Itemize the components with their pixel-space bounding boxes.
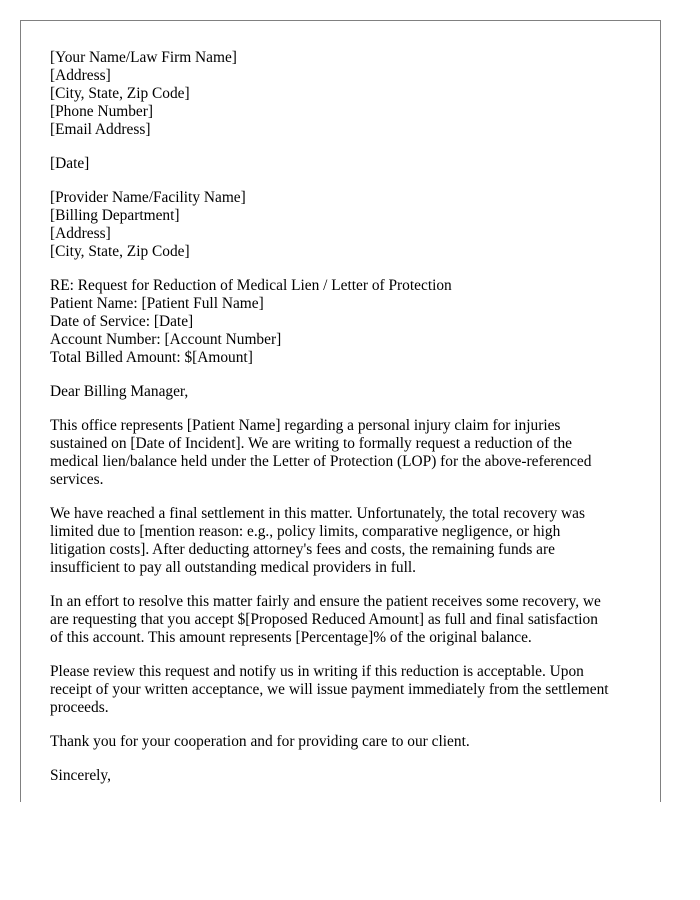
body-paragraph xyxy=(50,417,635,489)
closing-block xyxy=(50,767,635,785)
reference-block xyxy=(50,277,635,367)
paragraph-line: We have reached a final settlement in this matter. Unfortunately, the total recovery was xyxy=(50,505,585,522)
paragraph-line: Thank you for your cooperation and for providing care to our client. xyxy=(50,733,470,750)
salutation-block xyxy=(50,383,635,401)
sender-address: [Address] xyxy=(50,67,111,84)
recipient-block xyxy=(50,189,635,261)
reference-account: Account Number: [Account Number] xyxy=(50,331,282,348)
recipient-address: [Address] xyxy=(50,225,111,242)
paragraph-line: services. xyxy=(50,471,104,488)
date-block xyxy=(50,155,635,173)
paragraph-line: limited due to [mention reason: e.g., policy limits, comparative negligence, or high xyxy=(50,523,561,540)
reference-subject: RE: Request for Reduction of Medical Lien / Letter of Protection xyxy=(50,277,452,294)
letter-page xyxy=(20,20,661,802)
sender-phone: [Phone Number] xyxy=(50,103,154,120)
paragraph-line: are requesting that you accept $[Proposed Reduced Amount] as full and final satisfaction xyxy=(50,611,598,628)
reference-total: Total Billed Amount: $[Amount] xyxy=(50,349,253,366)
paragraph-line: This office represents [Patient Name] regarding a personal injury claim for injuries xyxy=(50,417,561,434)
body-paragraph xyxy=(50,663,635,717)
paragraph-line: insufficient to pay all outstanding medical providers in full. xyxy=(50,559,417,576)
paragraph-line: proceeds. xyxy=(50,699,109,716)
paragraph-line: of this account. This amount represents [Percentage]% of the original balance. xyxy=(50,629,532,646)
salutation: Dear Billing Manager, xyxy=(50,383,189,400)
body-paragraph xyxy=(50,593,635,647)
letter-body xyxy=(50,417,635,751)
sender-block xyxy=(50,49,635,139)
paragraph-line: litigation costs]. After deducting attorney's fees and costs, the remaining funds are xyxy=(50,541,555,558)
letter-content xyxy=(50,49,635,801)
reference-patient: Patient Name: [Patient Full Name] xyxy=(50,295,264,312)
letter-date: [Date] xyxy=(50,155,90,172)
paragraph-line: sustained on [Date of Incident]. We are writing to formally request a reduction of the xyxy=(50,435,573,452)
closing: Sincerely, xyxy=(50,767,111,784)
paragraph-line: medical lien/balance held under the Letter of Protection (LOP) for the above-referenced xyxy=(50,453,592,470)
sender-email: [Email Address] xyxy=(50,121,151,138)
recipient-name: [Provider Name/Facility Name] xyxy=(50,189,246,206)
paragraph-line: In an effort to resolve this matter fairly and ensure the patient receives some recovery, we xyxy=(50,593,601,610)
sender-name: [Your Name/Law Firm Name] xyxy=(50,49,237,66)
paragraph-line: receipt of your written acceptance, we will issue payment immediately from the settlement xyxy=(50,681,609,698)
reference-date-of-service: Date of Service: [Date] xyxy=(50,313,194,330)
sender-city-state-zip: [City, State, Zip Code] xyxy=(50,85,190,102)
recipient-city-state-zip: [City, State, Zip Code] xyxy=(50,243,190,260)
recipient-department: [Billing Department] xyxy=(50,207,180,224)
body-paragraph xyxy=(50,505,635,577)
body-paragraph xyxy=(50,733,635,751)
paragraph-line: Please review this request and notify us in writing if this reduction is acceptable. Upon xyxy=(50,663,584,680)
